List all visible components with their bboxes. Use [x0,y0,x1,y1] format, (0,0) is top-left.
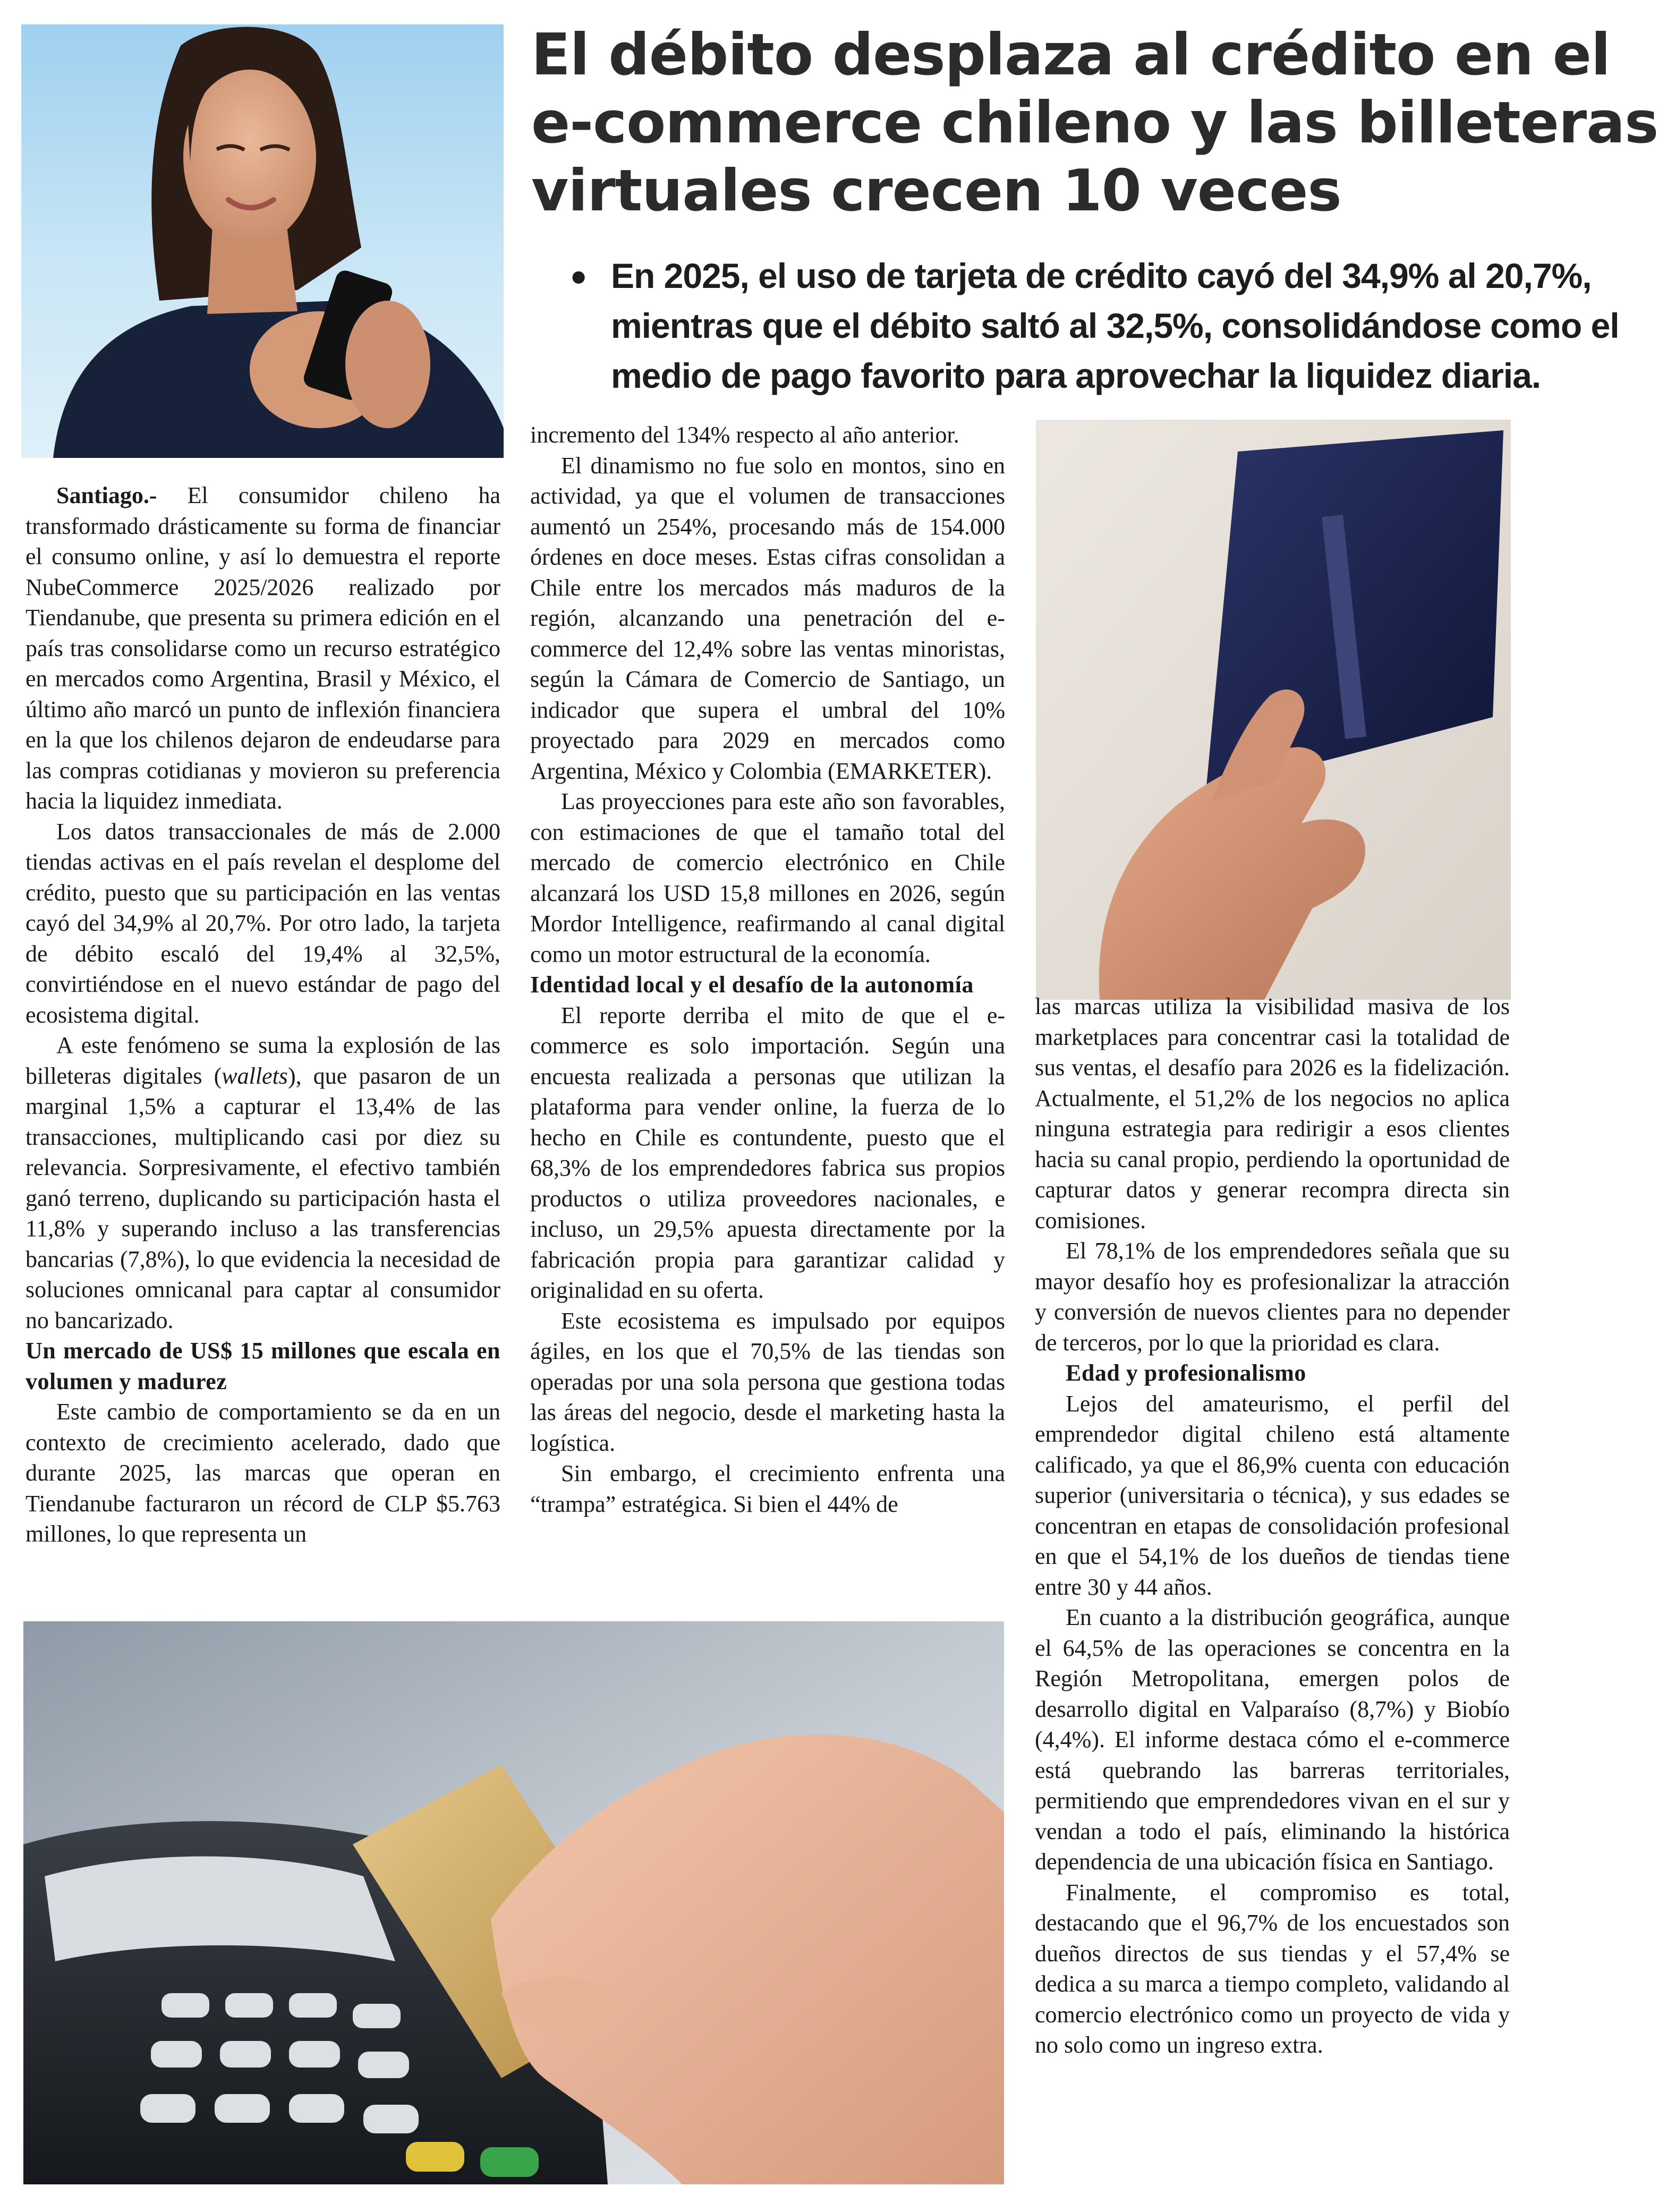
paragraph: Este ecosistema es impulsado por equipos ágiles, en los que el 70,5% de las tiendas son operadas por una sola persona que gestiona todas las áreas del negocio, desde el marketing hasta la logística. [530,1307,1005,1456]
title-line-3: virtuales crecen 10 veces [531,158,1341,224]
article-column-1 [25,480,500,1550]
paragraph: El 78,1% de los emprendedores señala que su mayor desafío hoy es profesionalizar la atracción y conversión de nuevos clientes para no depender de terceros, por lo que la prioridad es clara. [1035,1238,1510,1356]
paragraph [25,1030,500,1335]
paragraph-text: El consumidor chileno ha transformado drásticamente su forma de financiar el consumo online, y así lo demuestra el reporte NubeCommerce 2025/2026 realizado por Tiendanube, que presenta su primera edición en el país tras consolidarse como un recurso estratégico en mercados como Argentina, Brasil y México, el último año marcó un punto de inflexión financiera en la que los chilenos dejaron de endeudarse para las compras cotidianas y movieron su preferencia hacia la liquidez inmediata. [25,482,500,814]
subtitle-bullet: • [567,258,590,299]
section-heading: Edad y profesionalismo [1066,1360,1306,1386]
section-heading: Un mercado de US$ 15 millones que escala en volumen y madurez [25,1338,500,1394]
subtitle-line-3: medio de pago favorito para aprovechar la liquidez diaria. [611,356,1541,395]
photo-card-payment-terminal [23,1621,1004,2184]
paragraph: las marcas utiliza la visibilidad masiva de los marketplaces para concentrar casi la totalidad de sus ventas, el desafío para 2026 es la fidelización. Actualmente, el 51,2% de los negocios no aplica ninguna estrategia para redirigir a esos clientes hacia su canal propio, perdiendo la oportunidad de capturar datos y generar recompra directa sin comisiones. [1035,993,1510,1233]
photo-hand-holding-card [1036,420,1511,1000]
paragraph: En cuanto a la distribución geográfica, aunque el 64,5% de las operaciones se concentra en la Región Metropolitana, emergen polos de desarrollo digital en Valparaíso (8,7%) y Biobío (4,4%). El informe destaca cómo el e-commerce está quebrando las barreras territoriales, permitiendo que emprendedores vivan en el sur y vendan a todo el país, eliminando la histórica dependencia de una ubicación física en Santiago. [1035,1604,1510,1875]
article-subtitle [611,251,1619,401]
article-title [531,21,1658,225]
paragraph: Los datos transaccionales de más de 2.000 tiendas activas en el país revelan el desplome del crédito, puesto que su participación en las ventas cayó del 34,9% al 20,7%. Por otro lado, la tarjeta de débito escaló del 19,4% al 32,5%, convirtiéndose en el nuevo estándar de pago del ecosistema digital. [25,818,500,1028]
article-column-3 [1035,991,1510,2061]
paragraph: El dinamismo no fue solo en montos, sino en actividad, ya que el volumen de transacciones aumentó un 254%, procesando más de 154.000 órdenes en doce meses. Estas cifras consolidan a Chile entre los mercados más maduros de la región, alcanzando una penetración del e-commerce del 12,4% sobre las ventas minoristas, según la Cámara de Comercio de Santiago, un indicador que supera el umbral del 10% proyectado para 2029 en mercados como Argentina, México y Colombia (EMARKETER). [530,452,1005,784]
section-heading: Identidad local y el desafío de la autonomía [530,972,974,998]
paragraph-text: ), que pasaron de un marginal 1,5% a capturar el 13,4% de las transacciones, multiplicando casi por diez su relevancia. Sorpresivamente, el efectivo también ganó terreno, duplicando su participación hasta el 11,8% y superando incluso a las transferencias bancarias (7,8%), lo que evidencia la necesidad de soluciones omnicanal para captar al consumidor no bancarizado. [25,1062,500,1333]
title-line-2: e-commerce chileno y las billeteras [531,90,1658,156]
paragraph [25,480,500,816]
paragraph: El reporte derriba el mito de que el e-commerce es solo importación. Según una encuesta realizada a personas que utilizan la plataforma para vender online, la fuerza de lo hecho en Chile es contundente, puesto que el 68,3% de los emprendedores fabrica sus propios productos o utiliza proveedores nacionales, e incluso, un 29,5% apuesta directamente por la fabricación propia para garantizar calidad y originalidad en su oferta. [530,1002,1005,1303]
subtitle-line-1: En 2025, el uso de tarjeta de crédito cayó del 34,9% al 20,7%, [611,256,1592,295]
photo-woman-smartphone [21,24,504,458]
title-line-1: El débito desplaza al crédito en el [531,22,1610,88]
paragraph: Finalmente, el compromiso es total, destacando que el 96,7% de los encuestados son dueños directos de sus tiendas y el 57,4% se dedica a su marca a tiempo completo, validando al comercio electrónico como un proyecto de vida y no solo como un ingreso extra. [1035,1879,1510,2058]
paragraph: Lejos del amateurismo, el perfil del emprendedor digital chileno está altamente calificado, ya que el 86,9% cuenta con educación superior (universitaria o técnica), y sus edades se concentran en etapas de consolidación profesional en que el 54,1% de los dueños de tiendas tiene entre 30 y 44 años. [1035,1390,1510,1600]
paragraph: Este cambio de comportamiento se da en un contexto de crecimiento acelerado, dado que durante 2025, las marcas que operan en Tiendanube facturaron un récord de CLP $5.763 millones, lo que representa un [25,1399,500,1547]
subtitle-line-2: mientras que el débito saltó al 32,5%, consolidándose como el [611,306,1619,345]
paragraph-text: A este fenómeno se suma la explosión de las billeteras digitales ( [25,1032,500,1089]
article-column-2 [530,420,1005,1519]
dateline: Santiago.- [56,482,157,508]
paragraph: Sin embargo, el crecimiento enfrenta una “trampa” estratégica. Si bien el 44% de [530,1460,1005,1517]
paragraph: incremento del 134% respecto al año anterior. [530,422,959,448]
paragraph: Las proyecciones para este año son favorables, con estimaciones de que el tamaño total del mercado de comercio electrónico en Chile alcanzará los USD 15,8 millones en 2026, según Mordor Intelligence, reafirmando al canal digital como un motor estructural de la economía. [530,788,1005,967]
emphasis: wallets [222,1062,288,1089]
